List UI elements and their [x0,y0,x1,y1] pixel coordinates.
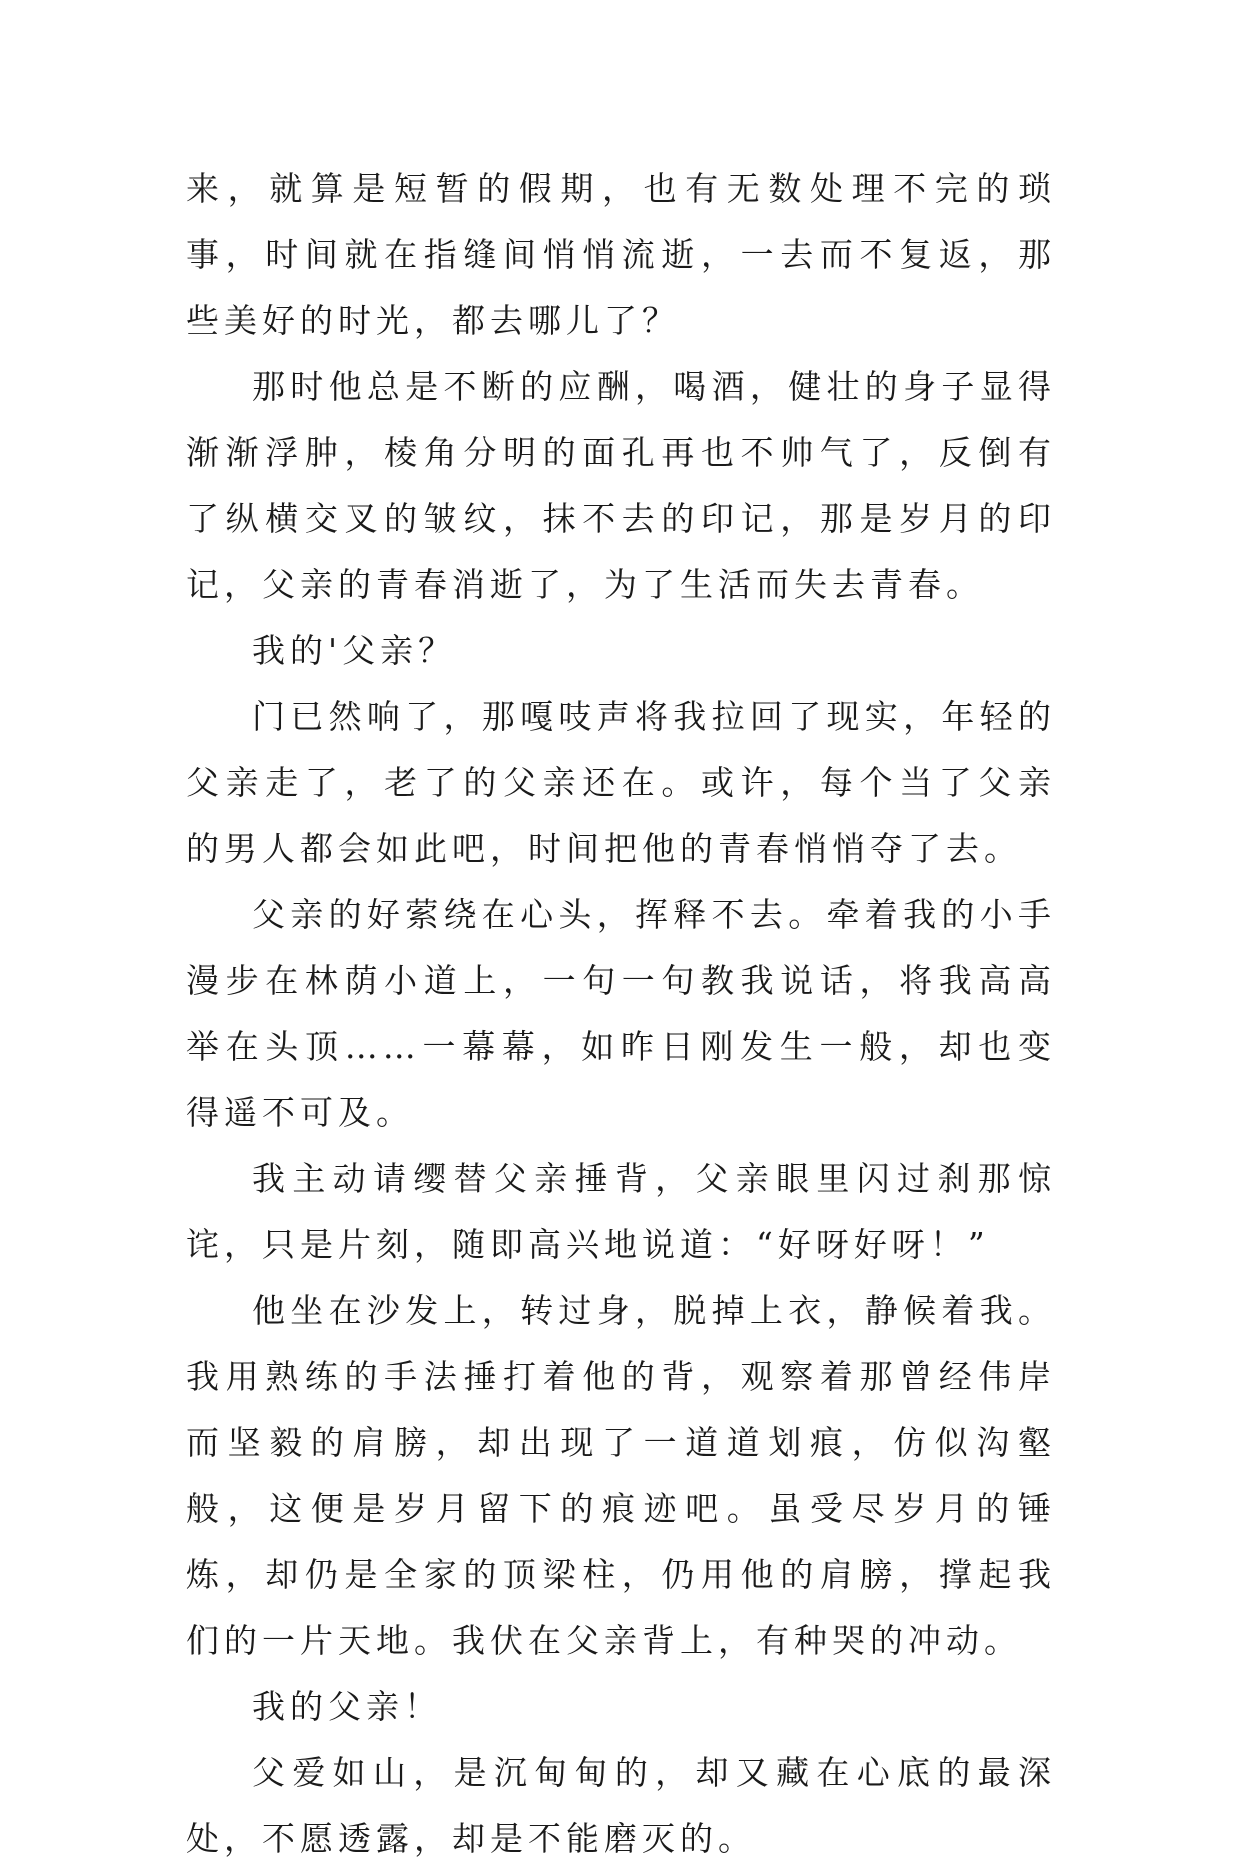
paragraph: 我主动请缨替父亲捶背，父亲眼里闪过刹那惊诧，只是片刻，随即高兴地说道：“好呀好呀！” [186,1159,1056,1264]
paragraph: 他坐在沙发上，转过身，脱掉上衣，静候着我。我用熟练的手法捶打着他的背，观察着那曾经伟岸而坚毅的肩膀，却出现了一道道划痕，仿似沟壑般，这便是岁月留下的痕迹吧。虽受尽岁月的锤炼，却仍是全家的顶梁柱，仍用他的肩膀，撑起我们的一片天地。我伏在父亲背上，有种哭的冲动。 [186,1291,1056,1660]
paragraph: 父亲的好萦绕在心头，挥释不去。牵着我的小手漫步在林荫小道上，一句一句教我说话，将我高高举在头顶……一幕幕，如昨日刚发生一般，却也变得遥不可及。 [186,895,1056,1132]
paragraph: 我的'父亲？ [252,631,457,670]
paragraph: 我的父亲！ [252,1687,442,1726]
paragraph: 父爱如山，是沉甸甸的，却又藏在心底的最深处，不愿透露，却是不能磨灭的。 [186,1753,1056,1858]
paragraph: 那时他总是不断的应酬，喝酒，健壮的身子显得渐渐浮肿，棱角分明的面孔再也不帅气了，反倒有了纵横交叉的皱纹，抹不去的印记，那是岁月的印记，父亲的青春消逝了，为了生活而失去青春。 [186,367,1056,604]
paragraph: 来，就算是短暂的假期，也有无数处理不完的琐事，时间就在指缝间悄悄流逝，一去而不复返，那些美好的时光，都去哪儿了？ [186,169,1056,340]
essay-body [186,156,1056,1872]
paragraph: 门已然响了，那嘎吱声将我拉回了现实，年轻的父亲走了，老了的父亲还在。或许，每个当了父亲的男人都会如此吧，时间把他的青春悄悄夺了去。 [186,697,1056,868]
